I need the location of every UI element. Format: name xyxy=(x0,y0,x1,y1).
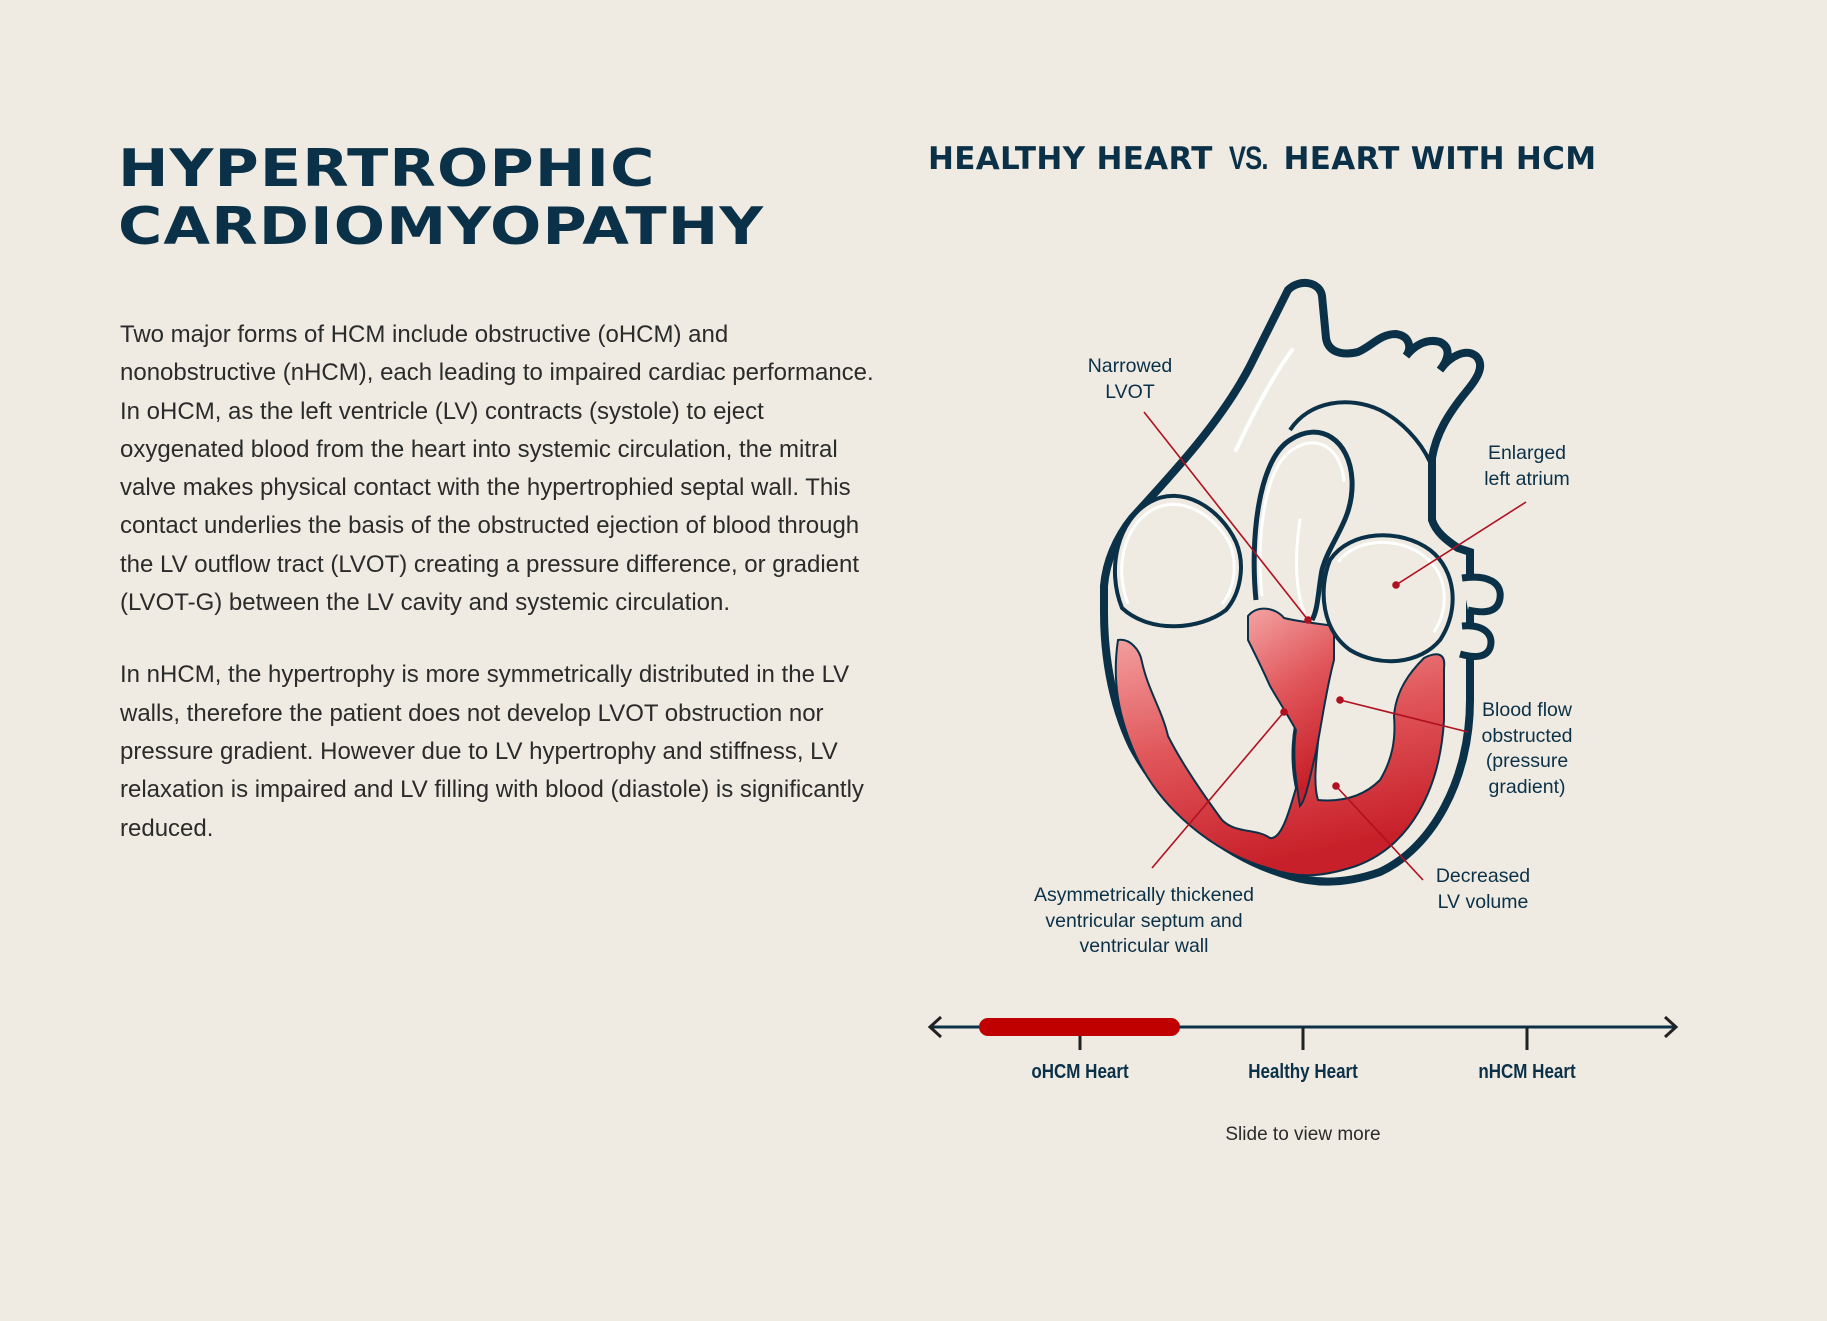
slide-hint: Slide to view more xyxy=(1225,1124,1381,1145)
diagram-title-part2: HEART WITH HCM xyxy=(1272,141,1597,177)
diagram-title-part1: HEALTHY HEART xyxy=(928,141,1224,177)
label-thickened-septum: Asymmetrically thickened ventricular septum and ventricular wall xyxy=(1034,884,1254,957)
title-line-1: HYPERTROPHIC xyxy=(118,139,656,199)
slider-option-ohcm[interactable]: oHCM Heart xyxy=(1031,1061,1129,1083)
diagram-title-vs: VS. xyxy=(1228,140,1268,176)
title-line-2: CARDIOMYOPATHY xyxy=(118,197,765,257)
label-enlarged-left-atrium: Enlarged left atrium xyxy=(1484,442,1570,490)
slider-option-nhcm[interactable]: nHCM Heart xyxy=(1478,1061,1576,1083)
paragraph-nhcm: In nHCM, the hypertrophy is more symmetrically distributed in the LV walls, therefore the patient does not develop LVOT obstruction nor pressure gradient. However due to LV hypertrophy and stiffness, LV relaxation is impaired and LV filling with blood (diastole) is significantly reduced. xyxy=(120,661,864,842)
slider-option-healthy[interactable]: Healthy Heart xyxy=(1248,1061,1358,1083)
label-decreased-lv-volume: Decreased LV volume xyxy=(1435,865,1531,913)
label-narrowed-lvot: Narrowed LVOT xyxy=(1087,355,1173,403)
paragraph-ohcm: Two major forms of HCM include obstructive (oHCM) and nonobstructive (nHCM), each leading to impaired cardiac performance. In oHCM, as the left ventricle (LV) contracts (systole) to eject oxygenated blood from the heart into systemic circulation, the mitral valve makes physical contact with the hypertrophied septal wall. This contact underlies the basis of the obstructed ejection of blood through the LV outflow tract (LVOT) creating a pressure difference, or gradient (LVOT-G) between the LV cavity and systemic circulation. xyxy=(120,321,874,617)
label-blood-flow-obstructed: Blood flow obstructed (pressure gradient) xyxy=(1481,699,1573,798)
